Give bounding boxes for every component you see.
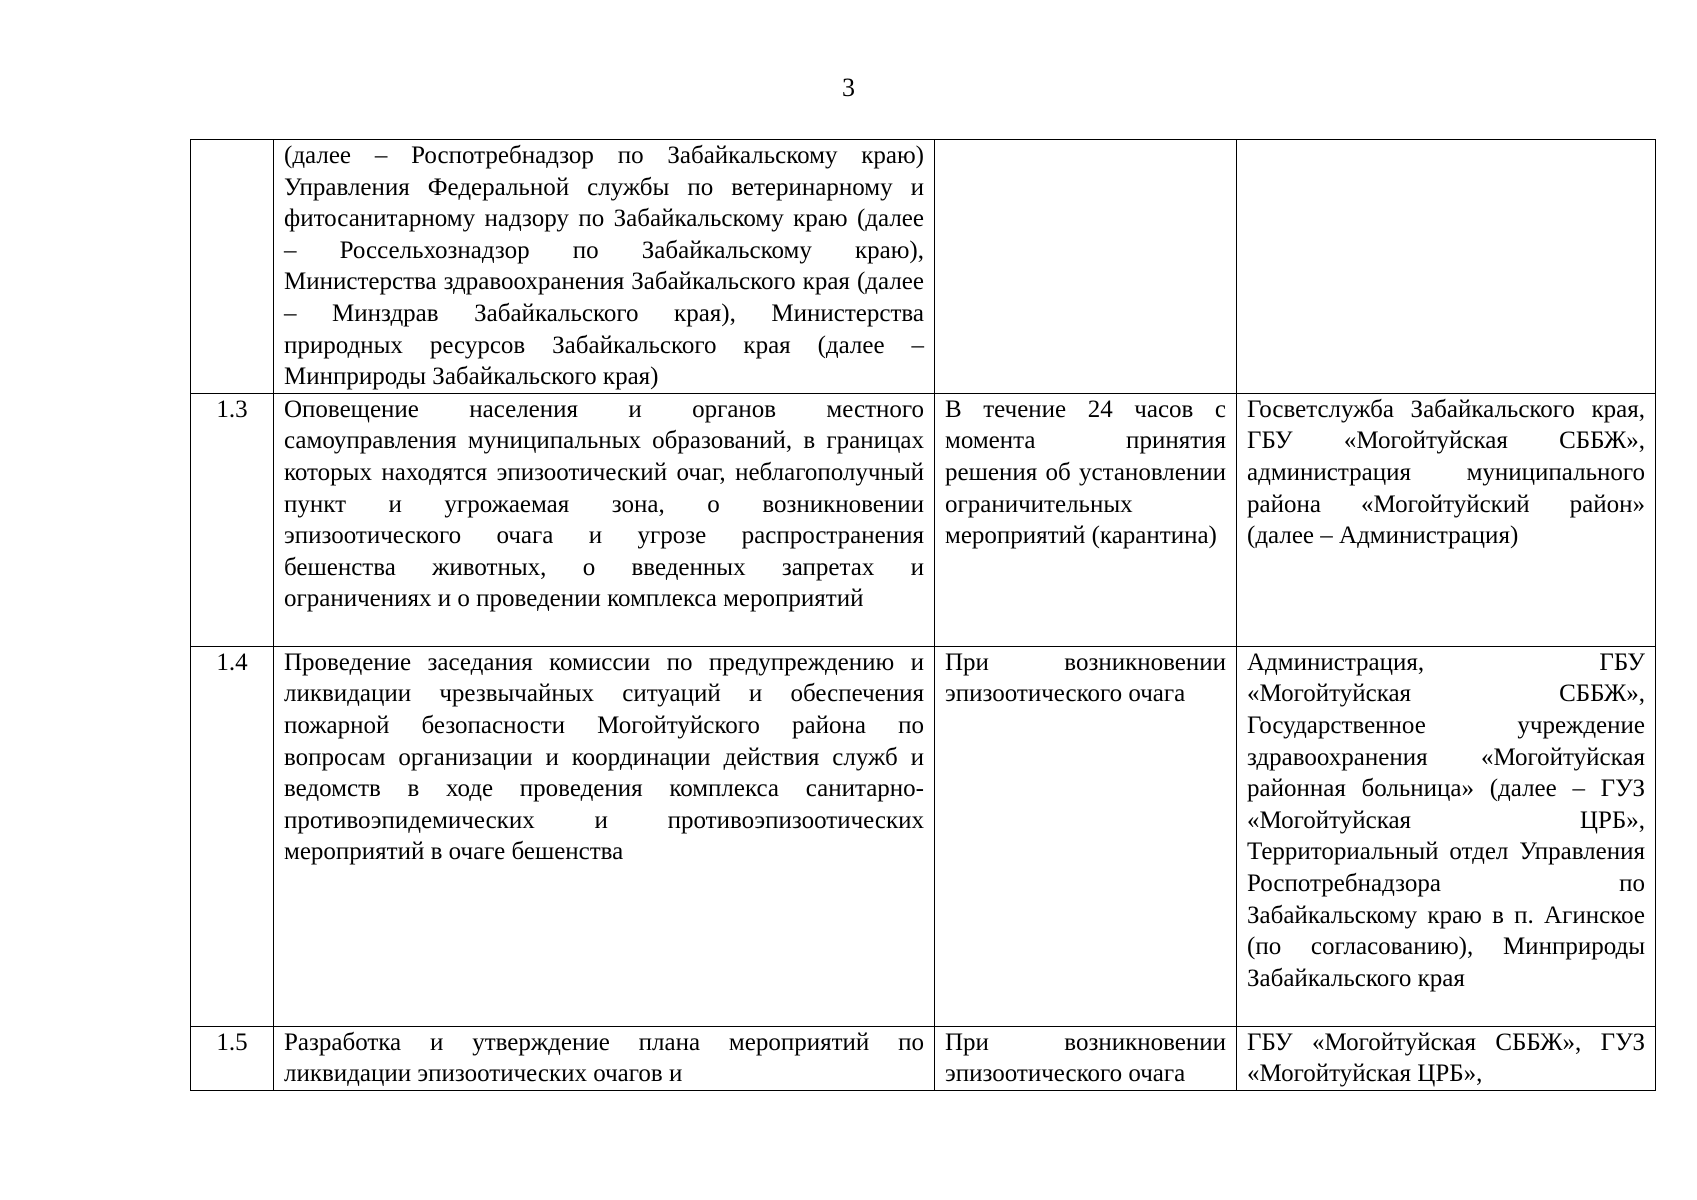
term-cell <box>935 140 1237 394</box>
responsible-cell <box>1237 140 1656 394</box>
term-cell: При возникновении эпизоотического очага <box>935 1026 1237 1090</box>
table-row <box>191 140 1656 394</box>
page-number: 3 <box>842 73 855 102</box>
table-row <box>191 1026 1656 1090</box>
table-row <box>191 646 1656 1026</box>
responsible-cell: ГБУ «Могойтуйская СББЖ», ГУЗ «Могойтуйская ЦРБ», <box>1237 1026 1656 1090</box>
event-cell: Разработка и утверждение плана мероприятий по ликвидации эпизоотических очагов и <box>274 1026 935 1090</box>
table-row <box>191 393 1656 646</box>
responsible-cell: Госветслужба Забайкальского края, ГБУ «Могойтуйская СББЖ», администрация муниципального района «Могойтуйский район» (далее – Администрация) <box>1237 393 1656 646</box>
event-cell: (далее – Роспотребнадзор по Забайкальскому краю) Управления Федеральной службы по ветеринарному и фитосанитарному надзору по Забайкальскому краю (далее – Россельхознадзор по Забайкальскому краю), Министерства здравоохранения Забайкальского края (далее – Минздрав Забайкальского края), Министерства природных ресурсов Забайкальского края (далее – Минприроды Забайкальского края) <box>274 140 935 394</box>
item-number-cell: 1.4 <box>191 646 274 1026</box>
item-number-cell: 1.3 <box>191 393 274 646</box>
responsible-cell: Администрация, ГБУ «Могойтуйская СББЖ», Государственное учреждение здравоохранения «Могойтуйская районная больница» (далее – ГУЗ «Могойтуйская ЦРБ», Территориальный отдел Управления Роспотребнадзора по Забайкальскому краю в п. Агинское (по согласованию), Минприроды Забайкальского края <box>1237 646 1656 1026</box>
term-cell: В течение 24 часов с момента принятия решения об установлении ограничительных мероприятий (карантина) <box>935 393 1237 646</box>
measures-table <box>190 139 1656 1091</box>
item-number-cell <box>191 140 274 394</box>
event-cell: Оповещение населения и органов местного самоуправления муниципальных образований, в границах которых находятся эпизоотический очаг, неблагополучный пункт и угрожаемая зона, о возникновении эпизоотического очага и угрозе распространения бешенства животных, о введенных запретах и ограничениях и о проведении комплекса мероприятий <box>274 393 935 646</box>
term-cell: При возникновении эпизоотического очага <box>935 646 1237 1026</box>
event-cell: Проведение заседания комиссии по предупреждению и ликвидации чрезвычайных ситуаций и обеспечения пожарной безопасности Могойтуйского района по вопросам организации и координации действия служб и ведомств в ходе проведения комплекса санитарно-противоэпидемических и противоэпизоотических мероприятий в очаге бешенства <box>274 646 935 1026</box>
item-number-cell: 1.5 <box>191 1026 274 1090</box>
